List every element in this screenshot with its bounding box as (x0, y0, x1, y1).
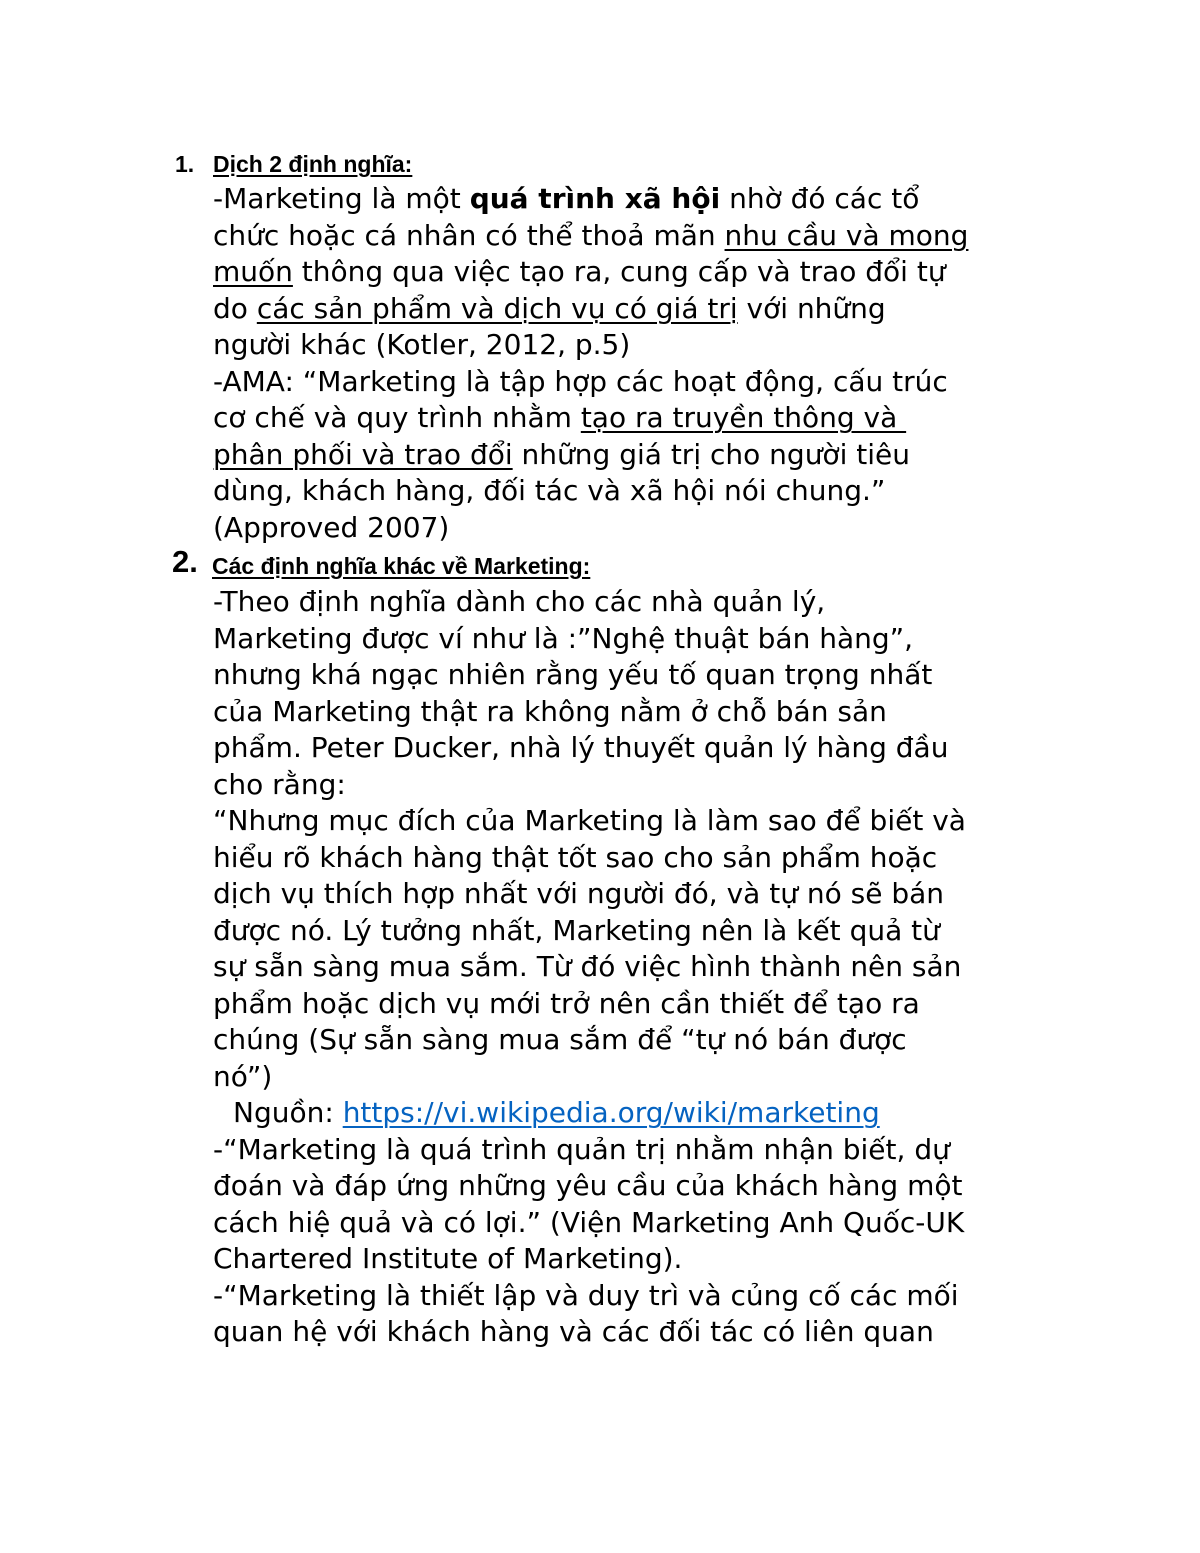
section-2-title: Các định nghĩa khác về Marketing: (212, 553, 591, 579)
text-run: chức hoặc cá nhân có thể thoả mãn (213, 218, 725, 252)
text-run: (Approved 2007) (213, 510, 450, 544)
section-1-body (213, 181, 1113, 546)
paragraph-line (213, 400, 1113, 437)
paragraph-line (213, 510, 1113, 547)
paragraph-line: cách hiệ quả và có lợi.” (Viện Marketing Anh Quốc-UK (213, 1205, 965, 1239)
paragraph-line: cho rằng: (213, 767, 346, 801)
paragraph-line: được nó. Lý tưởng nhất, Marketing nên là kết quả từ (213, 913, 940, 947)
underlined-text: muốn (213, 255, 293, 288)
text-run: nhờ đó các tổ (720, 182, 920, 215)
text-run: với những (737, 291, 886, 325)
text-run: do (213, 291, 257, 325)
text-run: người khác (Kotler, 2012, p.5) (213, 328, 631, 361)
paragraph-line (213, 437, 1113, 474)
bold-text: quá trình xã hội (469, 182, 721, 215)
source-link[interactable]: https://vi.wikipedia.org/wiki/marketing (342, 1096, 880, 1129)
source-line (213, 1095, 1113, 1132)
paragraph-line: -“Marketing là thiết lập và duy trì và củng cố các mối (213, 1278, 959, 1312)
paragraph-line: của Marketing thật ra không nằm ở chỗ bán sản (213, 694, 887, 728)
text-run: dùng, khách hàng, đối tác và xã hội nói chung.” (213, 474, 886, 507)
paragraph-line: phẩm. Peter Ducker, nhà lý thuyết quản lý hàng đầu (213, 731, 949, 764)
section-2-number: 2. (172, 544, 198, 579)
underlined-text: các sản phẩm và dịch vụ có giá trị (256, 291, 738, 325)
paragraph-line (213, 473, 1113, 510)
text-run: những giá trị cho người tiêu (512, 437, 910, 471)
paragraph-line: -Theo định nghĩa dành cho các nhà quản lý, (213, 585, 826, 618)
paragraph-line (213, 218, 1113, 255)
paragraph-line: sự sẵn sàng mua sắm. Từ đó việc hình thành nên sản (213, 950, 962, 983)
paragraph-line: nhưng khá ngạc nhiên rằng yếu tố quan trọng nhất (213, 658, 933, 691)
paragraph-line (213, 364, 1113, 401)
paragraph-line: quan hệ với khách hàng và các đối tác có liên quan (213, 1315, 934, 1348)
paragraph-line (213, 254, 1113, 291)
text-run: -AMA: “Marketing là tập hợp các hoạt động, cấu trúc (213, 364, 948, 398)
underlined-text: tạo ra truyền thông và (580, 401, 907, 434)
section-1-title: Dịch 2 định nghĩa: (213, 151, 413, 177)
text-run: thông qua việc tạo ra, cung cấp và trao đổi tự (292, 255, 946, 288)
section-1-number: 1. (175, 151, 195, 177)
text-run: -Marketing là một (213, 182, 470, 215)
paragraph-line: phẩm hoặc dịch vụ mới trở nên cần thiết để tạo ra (213, 986, 920, 1020)
paragraph-line: chúng (Sự sẵn sàng mua sắm để “tự nó bán được (213, 1023, 907, 1056)
paragraph-line (213, 291, 1113, 328)
paragraph-line (213, 327, 1113, 364)
underlined-text: phân phối và trao đổi (213, 437, 513, 471)
paragraph-line (213, 181, 1113, 218)
paragraph-line: nó”) (213, 1059, 273, 1093)
paragraph-line: Chartered Institute of Marketing). (213, 1242, 683, 1275)
text-run: cơ chế và quy trình nhằm (213, 401, 581, 434)
underlined-text: nhu cầu và mong (724, 218, 969, 252)
paragraph-line: hiểu rõ khách hàng thật tốt sao cho sản phẩm hoặc (213, 840, 938, 874)
paragraph-line: đoán và đáp ứng những yêu cầu của khách hàng một (213, 1169, 963, 1202)
paragraph-line: -“Marketing là quá trình quản trị nhằm nhận biết, dự (213, 1132, 950, 1166)
paragraph-line: “Nhưng mục đích của Marketing là làm sao để biết và (213, 804, 966, 837)
paragraph-line: Marketing được ví như là :”Nghệ thuật bán hàng”, (213, 621, 914, 655)
source-label: Nguồn: (233, 1096, 343, 1129)
paragraph-line: dịch vụ thích hợp nhất với người đó, và tự nó sẽ bán (213, 877, 945, 910)
section-2-body (213, 584, 1113, 1351)
